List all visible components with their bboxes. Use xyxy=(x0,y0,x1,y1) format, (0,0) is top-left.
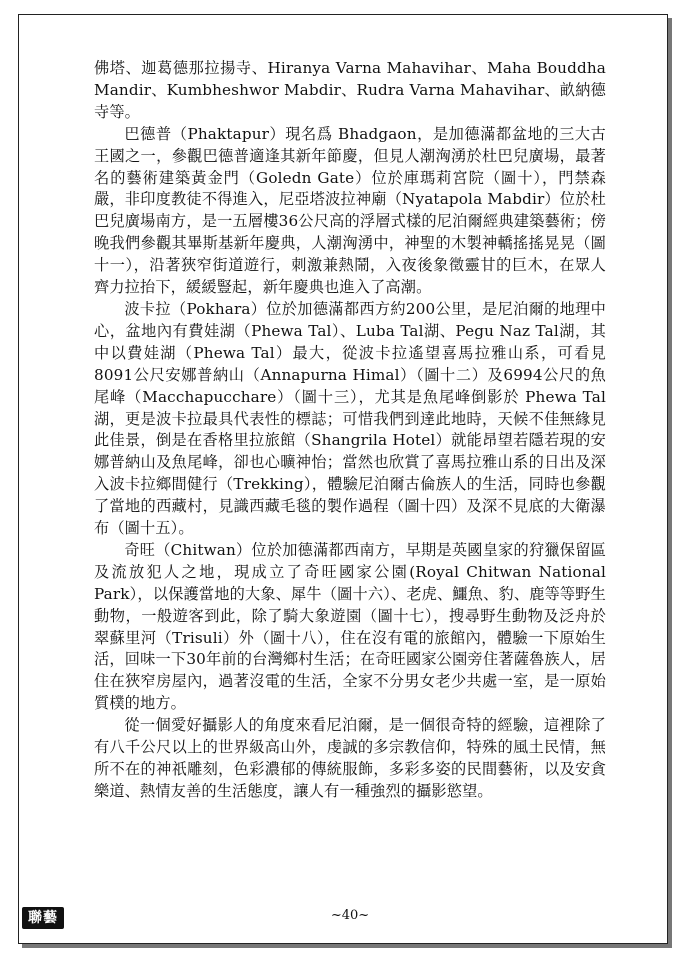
paragraph-bhaktapur: 巴德普（Phaktapur）現名爲 Bhadgaon，是加德滿都盆地的三大古王國之一，參觀巴德普適逢其新年節慶，但見人潮洶湧於杜巴兒廣場，最著名的藝術建築黃金門（Goledn Gate）位於庫瑪莉宮院（圖十），門禁森嚴，非印度教徒不得進入，尼亞塔波拉神廟（Nyatapola Mabdir）位於杜巴兒廣場南方，是一五層樓36公尺高的浮層式樣的尼泊爾經典建築藝術；傍晚我們參觀其畢斯基新年慶典，人潮洶湧中，神聖的木製神轎搖搖晃晃（圖十一），沿著狹窄街道遊行，刺激兼熱鬧，入夜後象徵靈甘的巨木，在眾人齊力拉抬下，緩緩豎起，新年慶典也進入了高潮。 xyxy=(94,124,606,297)
paragraph-temples: 佛塔、迦葛德那拉揚寺、Hiranya Varna Mahavihar、Maha Bouddha Mandir、Kumbheshwor Mabdir、Rudra Varna Mahavihar、畝納德寺等。 xyxy=(94,59,606,121)
publication-logo: 聯藝 xyxy=(22,907,64,929)
paragraph-chitwan: 奇旺（Chitwan）位於加德滿都西南方，早期是英國皇家的狩獵保留區及流放犯人之地，現成立了奇旺國家公園(Royal Chitwan National Park），以保護當地的大象、犀牛（圖十六）、老虎、鱷魚、豹、鹿等等野生動物，一般遊客到此，除了騎大象遊園（圖十七），搜尋野生動物及泛舟於翠蘇里河（Trisuli）外（圖十八），住在沒有電的旅館內，體驗一下原始生活，回味一下30年前的台灣鄉村生活；在奇旺國家公園旁住著薩魯族人，居住在狹窄房屋內，過著沒電的生活，全家不分男女老少共處一室，是一原始質樸的地方。 xyxy=(94,540,606,713)
article-body xyxy=(94,58,606,803)
page-number: ~40~ xyxy=(330,908,370,923)
paragraph-pokhara: 波卡拉（Pokhara）位於加德滿都西方約200公里，是尼泊爾的地理中心，盆地內有費娃湖（Phewa Tal）、Luba Tal湖、Pegu Naz Tal湖，其中以費娃湖（Phewa Tal）最大，從波卡拉遙望喜馬拉雅山系，可看見8091公尺安娜普納山（Annapurna Himal）（圖十二）及6994公尺的魚尾峰（Macchapucchare）（圖十三），尤其是魚尾峰倒影於 Phewa Tal湖，更是波卡拉最具代表性的標誌；可惜我們到達此地時，天候不佳無緣見此佳景，倒是在香格里拉旅館（Shangrila Hotel）就能昂望若隱若現的安娜普納山及魚尾峰，卻也心曠神怡；當然也欣賞了喜馬拉雅山系的日出及深入波卡拉鄉間健行（Trekking），體驗尼泊爾古倫族人的生活，同時也參觀了當地的西藏村，見識西藏毛毯的製作過程（圖十四）及深不見底的大衛瀑布（圖十五）。 xyxy=(94,299,606,538)
paragraph-conclusion: 從一個愛好攝影人的角度來看尼泊爾，是一個很奇特的經驗，這裡除了有八千公尺以上的世界級高山外，虔誠的多宗教信仰，特殊的風土民情，無所不在的神祇雕刻，色彩濃郁的傳統服飾，多彩多姿的民間藝術，以及安貪樂道、熱情友善的生活態度，讓人有一種強烈的攝影慾望。 xyxy=(94,716,606,800)
